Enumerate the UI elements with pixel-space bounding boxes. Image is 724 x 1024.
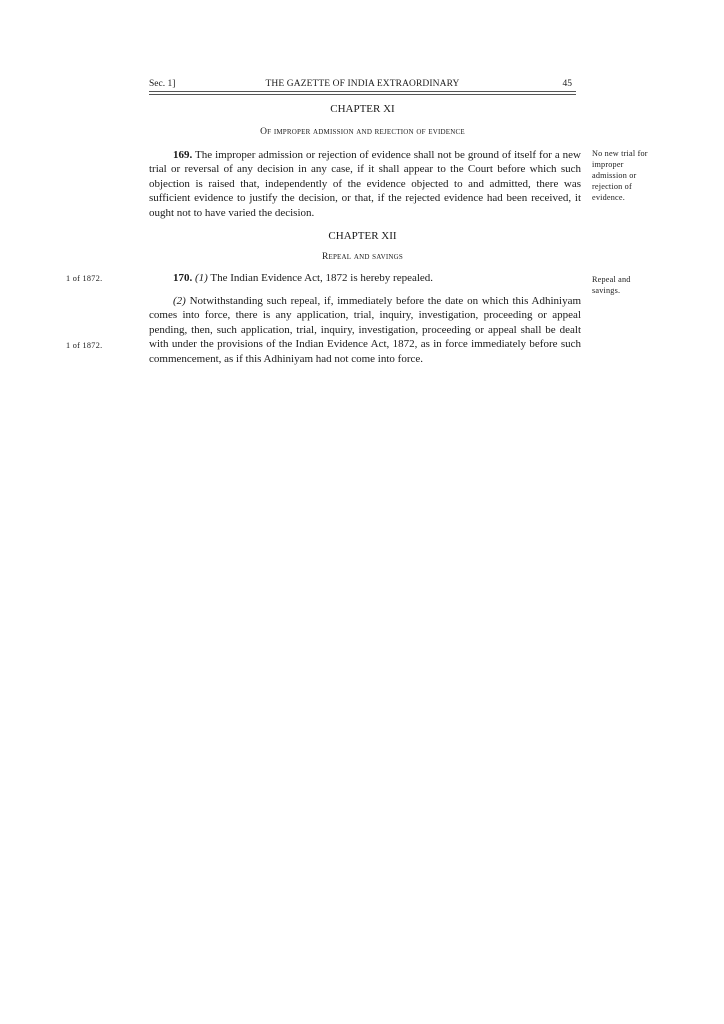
chapter-xi-subtitle: Of improper admission and rejection of evidence bbox=[260, 127, 465, 137]
page-number: 45 bbox=[562, 79, 572, 89]
section-reference: Sec. 1] bbox=[149, 79, 176, 89]
chapter-xii-subtitle: Repeal and savings bbox=[321, 252, 404, 262]
section-170-1 bbox=[149, 271, 581, 285]
section-169 bbox=[149, 148, 581, 220]
marginal-note-169: No new trial for improper admission or rejection of evidence. bbox=[592, 149, 648, 202]
section-170-number: 170. bbox=[173, 272, 193, 284]
subsection-2-text: Notwithstanding such repeal, if, immediately before the date on which this Adhiniyam comes into force, there is any application, trial, inquiry, investigation, proceeding or appeal pending, then, such application, trial, inquiry, investigation, proceeding or appeal shall be dealt with under the provisions of the Indian Evidence Act, 1872, as in force immediately before such commencement, as if this Adhiniyam had not come into force. bbox=[149, 295, 582, 365]
header-rule-bottom bbox=[149, 94, 576, 95]
gazette-title: THE GAZETTE OF INDIA EXTRAORDINARY bbox=[265, 79, 460, 89]
left-margin-note-2: 1 of 1872. bbox=[66, 341, 103, 350]
chapter-xii-title: CHAPTER XII bbox=[328, 230, 397, 242]
section-169-text: The improper admission or rejection of evidence shall not be ground of itself for a new trial or reversal of any decision in any case, if it shall appear to the Court before which such objection is raised that, independently of the evidence objected to and admitted, there was sufficient evidence to justify the decision, or that, if the rejected evidence had been received, it ought not to have varied the decision. bbox=[149, 149, 581, 219]
chapter-xi-title: CHAPTER XI bbox=[330, 103, 395, 115]
subsection-1-text: The Indian Evidence Act, 1872 is hereby repealed. bbox=[210, 272, 434, 284]
marginal-note-170: Repeal and savings. bbox=[592, 275, 631, 295]
section-169-number: 169. bbox=[173, 149, 193, 161]
subsection-1-marker: (1) bbox=[195, 272, 208, 284]
subsection-2-marker: (2) bbox=[173, 295, 186, 307]
header-rule-top bbox=[149, 91, 576, 92]
running-head bbox=[149, 77, 576, 91]
section-170-2 bbox=[149, 294, 581, 366]
left-margin-note-1: 1 of 1872. bbox=[66, 274, 103, 283]
